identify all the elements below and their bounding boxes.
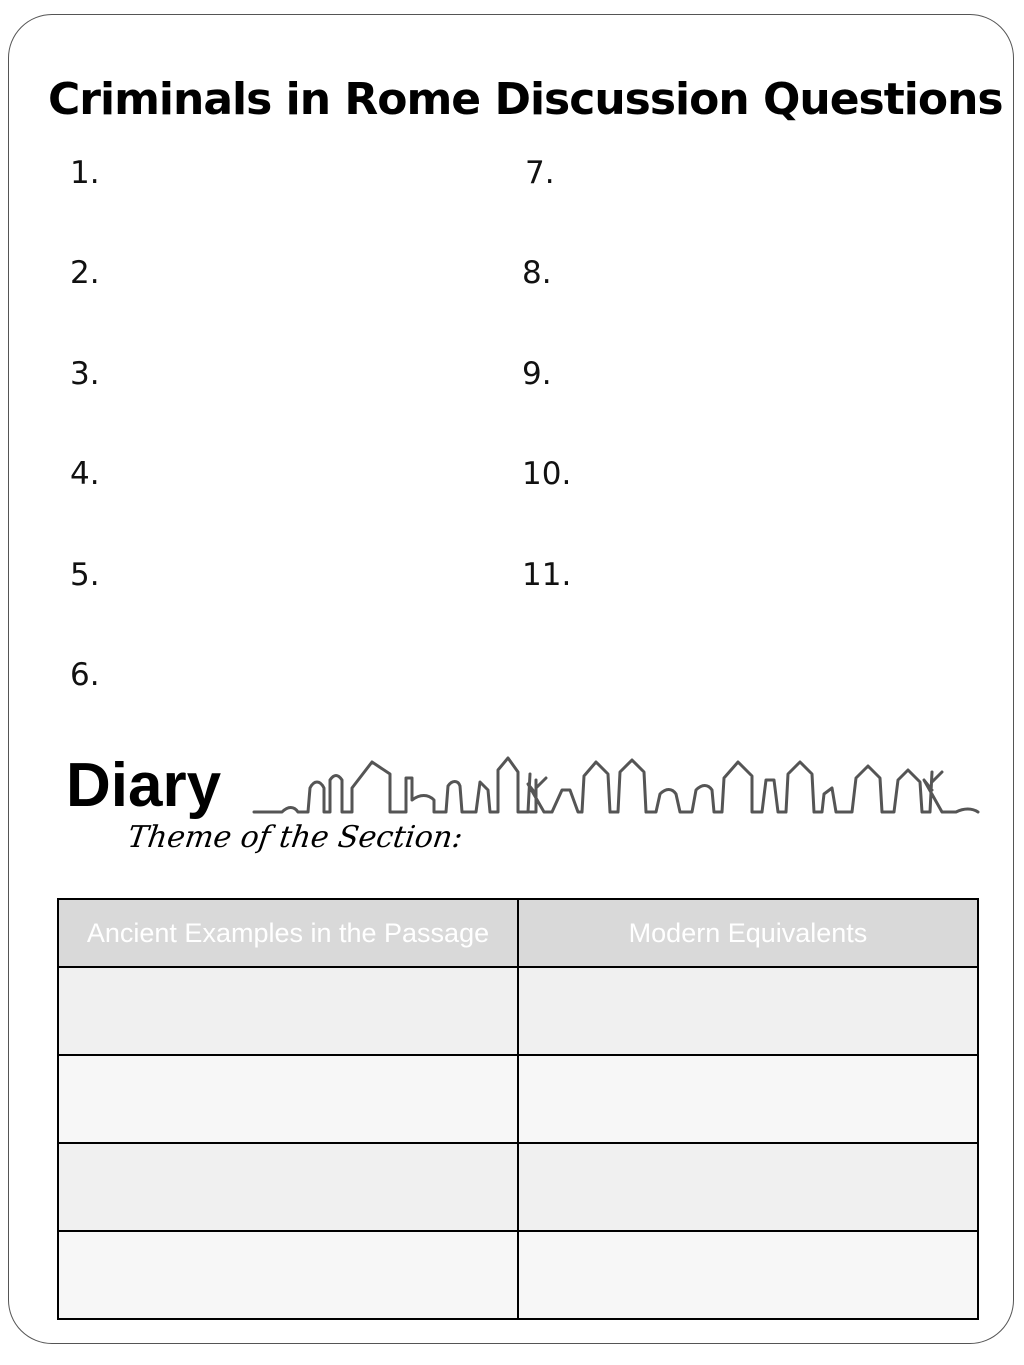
table-header-row (58, 899, 978, 967)
question-number: 3. (70, 356, 100, 392)
table-row (58, 1231, 978, 1319)
question-number: 9. (522, 356, 552, 392)
question-number: 2. (70, 255, 100, 291)
column-header-modern: Modern Equivalents (518, 899, 978, 967)
table-row (58, 967, 978, 1055)
table-row (58, 1055, 978, 1143)
table-cell-ancient[interactable] (58, 1231, 518, 1319)
question-number: 6. (70, 657, 100, 693)
question-number: 4. (70, 456, 100, 492)
question-number: 1. (70, 155, 100, 191)
table-cell-modern[interactable] (518, 1055, 978, 1143)
table-cell-modern[interactable] (518, 1231, 978, 1319)
table-cell-modern[interactable] (518, 967, 978, 1055)
question-number: 11. (522, 557, 572, 593)
table-cell-modern[interactable] (518, 1143, 978, 1231)
question-number: 5. (70, 557, 100, 593)
comparison-table (57, 898, 979, 1320)
theme-label: Theme of the Section: (125, 820, 465, 855)
diary-title: Diary (66, 751, 222, 820)
question-number: 10. (522, 456, 572, 492)
column-header-ancient: Ancient Examples in the Passage (58, 899, 518, 967)
question-number: 8. (522, 255, 552, 291)
table-row (58, 1143, 978, 1231)
question-number: 7. (525, 155, 555, 191)
page-title: Criminals in Rome Discussion Questions (48, 74, 1003, 125)
table-cell-ancient[interactable] (58, 1055, 518, 1143)
table-cell-ancient[interactable] (58, 1143, 518, 1231)
table-cell-ancient[interactable] (58, 967, 518, 1055)
village-skyline-icon (252, 750, 980, 824)
